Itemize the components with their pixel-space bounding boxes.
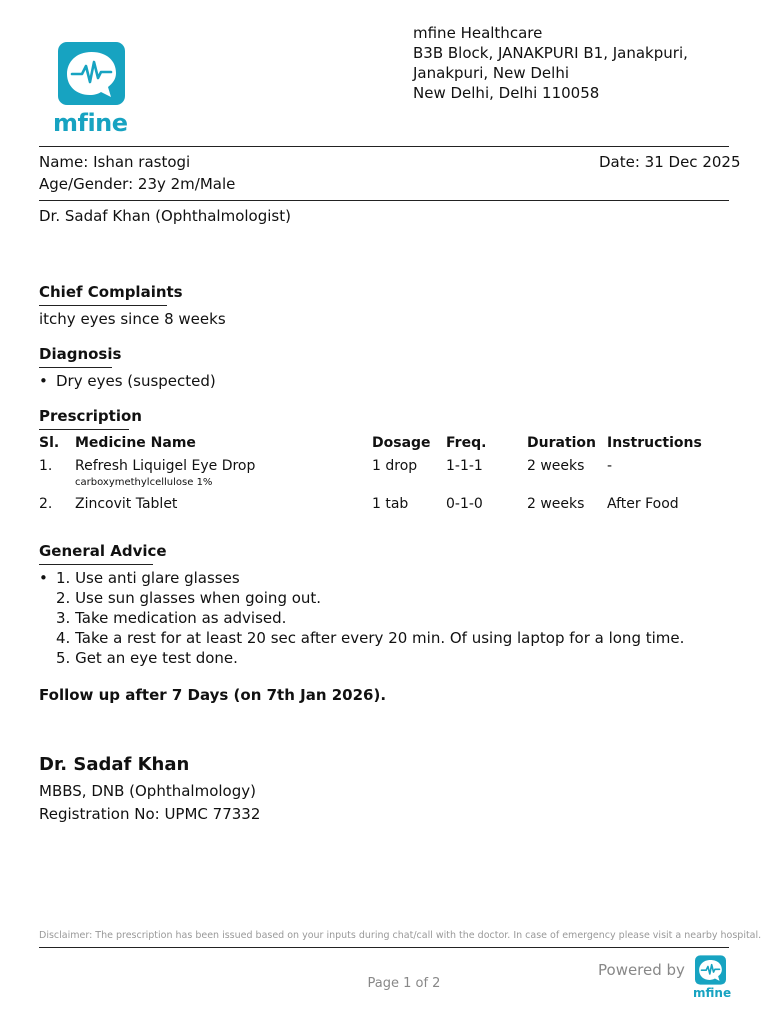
row-duration: 2 weeks xyxy=(527,496,585,512)
row-sl: 1. xyxy=(39,458,53,474)
column-header-duration: Duration xyxy=(527,435,597,451)
row-dosage: 1 drop xyxy=(372,458,418,474)
heading-underline xyxy=(39,305,167,306)
column-header-sl: Sl. xyxy=(39,435,60,451)
divider xyxy=(39,146,729,147)
heading-underline xyxy=(39,564,153,565)
advice-line: 3. Take medication as advised. xyxy=(56,609,287,627)
doctor-registration: Registration No: UPMC 77332 xyxy=(39,805,261,823)
powered-by-wordmark: mfine xyxy=(693,986,732,1000)
column-header-instructions: Instructions xyxy=(607,435,702,451)
bullet-icon: • xyxy=(39,569,48,587)
prescription-heading: Prescription xyxy=(39,407,142,425)
diagnosis-heading: Diagnosis xyxy=(39,345,122,363)
powered-by-label: Powered by xyxy=(598,961,685,979)
row-dosage: 1 tab xyxy=(372,496,409,512)
heading-underline xyxy=(39,429,129,430)
advice-line: 2. Use sun glasses when going out. xyxy=(56,589,322,607)
divider xyxy=(39,200,729,201)
patient-name: Name: Ishan rastogi xyxy=(39,153,191,171)
mfine-logo-icon xyxy=(58,42,125,105)
chief-complaints-text: itchy eyes since 8 weeks xyxy=(39,310,226,328)
general-advice-heading: General Advice xyxy=(39,542,167,560)
advice-line: 1. Use anti glare glasses xyxy=(56,569,240,587)
row-sl: 2. xyxy=(39,496,53,512)
doctor-qualification: MBBS, DNB (Ophthalmology) xyxy=(39,782,256,800)
column-header-freq: Freq. xyxy=(446,435,487,451)
row-freq: 0-1-0 xyxy=(446,496,483,512)
diagnosis-text: Dry eyes (suspected) xyxy=(56,372,216,390)
column-header-medicine: Medicine Name xyxy=(75,435,196,451)
clinic-address-line3: New Delhi, Delhi 110058 xyxy=(413,84,600,102)
doctor-header: Dr. Sadaf Khan (Ophthalmologist) xyxy=(39,207,291,225)
column-header-dosage: Dosage xyxy=(372,435,431,451)
disclaimer-text: Disclaimer: The prescription has been issued based on your inputs during chat/call with the doctor. In case of emergency please visit a nearby hospital. xyxy=(39,930,762,941)
clinic-name: mfine Healthcare xyxy=(413,24,543,42)
doctor-signature-name: Dr. Sadaf Khan xyxy=(39,754,190,775)
page-number: Page 1 of 2 xyxy=(367,976,441,991)
row-instructions: - xyxy=(607,458,613,474)
row-medicine: Refresh Liquigel Eye Drop xyxy=(75,458,256,474)
row-medicine: Zincovit Tablet xyxy=(75,496,178,512)
clinic-address xyxy=(413,23,688,103)
advice-line: 5. Get an eye test done. xyxy=(56,649,238,667)
row-duration: 2 weeks xyxy=(527,458,585,474)
row-freq: 1-1-1 xyxy=(446,458,483,474)
prescription-date: Date: 31 Dec 2025 xyxy=(599,153,741,171)
advice-line: 4. Take a rest for at least 20 sec after every 20 min. Of using laptop for a long time. xyxy=(56,629,685,647)
row-instructions: After Food xyxy=(607,496,679,512)
clinic-address-line1: B3B Block, JANAKPURI B1, Janakpuri, xyxy=(413,44,688,62)
follow-up-note: Follow up after 7 Days (on 7th Jan 2026). xyxy=(39,686,387,704)
heading-underline xyxy=(39,367,112,368)
bullet-icon: • xyxy=(39,372,48,390)
clinic-address-line2: Janakpuri, New Delhi xyxy=(413,64,570,82)
patient-age-gender: Age/Gender: 23y 2m/Male xyxy=(39,175,236,193)
divider xyxy=(39,947,729,948)
chief-complaints-heading: Chief Complaints xyxy=(39,283,183,301)
brand-wordmark: mfine xyxy=(53,109,128,137)
row-composition: carboxymethylcellulose 1% xyxy=(75,477,213,488)
